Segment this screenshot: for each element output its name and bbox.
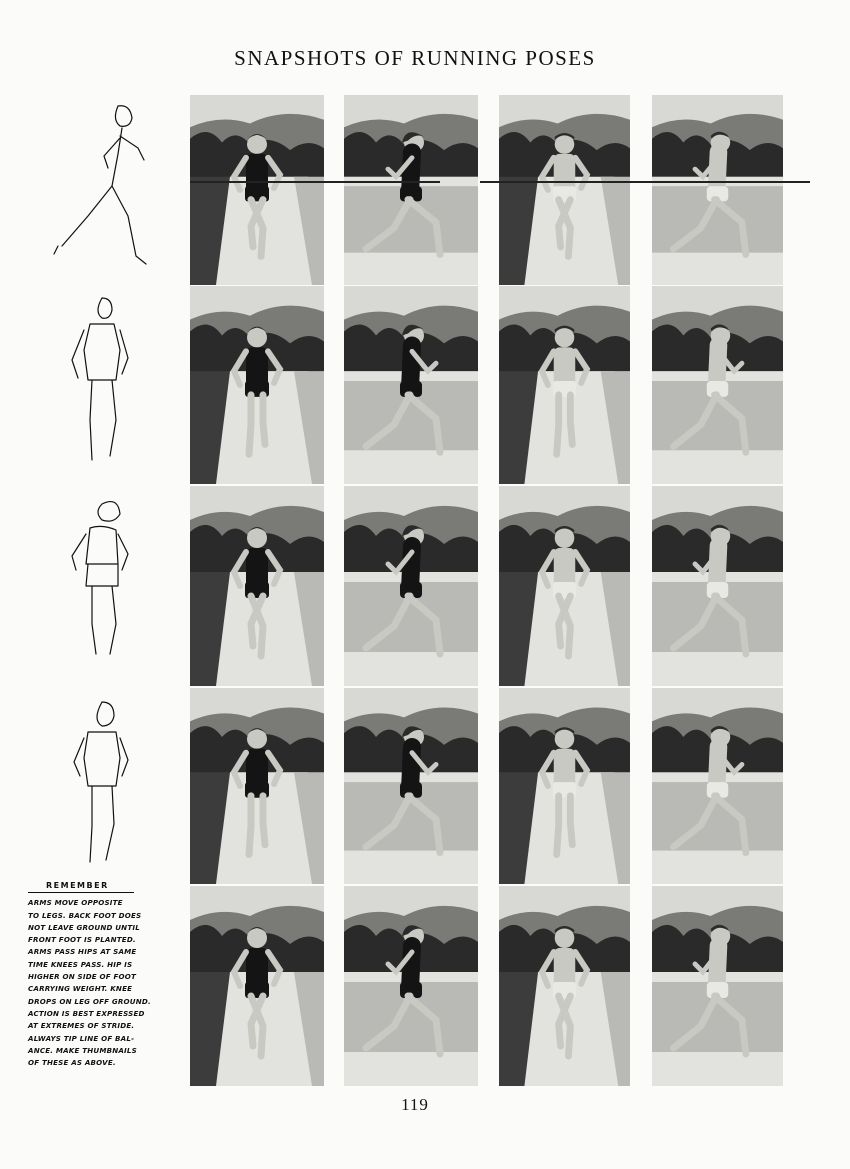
sketch-runner-front-male <box>62 696 142 876</box>
note-line: ANCE. MAKE THUMBNAILS <box>28 1045 137 1055</box>
photo-man-front-1 <box>499 95 630 285</box>
photo-man-side-1 <box>652 95 783 285</box>
photo-woman-front-5 <box>190 886 324 1086</box>
sketch-runner-front <box>62 290 142 470</box>
photo-woman-front-3 <box>190 486 324 686</box>
photo-woman-side-3 <box>344 486 478 686</box>
photo-man-side-4 <box>652 688 783 884</box>
note-line: OF THESE AS ABOVE. <box>28 1058 116 1068</box>
note-line: DROPS ON LEG OFF GROUND. <box>28 996 151 1006</box>
photo-woman-side-4 <box>344 688 478 884</box>
photo-woman-front-1 <box>190 95 324 285</box>
photo-woman-front-4 <box>190 688 324 884</box>
photo-man-side-3 <box>652 486 783 686</box>
cut-line-left <box>190 181 440 183</box>
sketch-runner-side-stride <box>48 96 158 276</box>
photo-man-front-2 <box>499 286 630 484</box>
note-line: TO LEGS. BACK FOOT DOES <box>28 910 142 920</box>
note-line: ALWAYS TIP LINE OF BAL- <box>28 1033 135 1043</box>
photo-woman-side-2 <box>344 286 478 484</box>
sketch-runner-front-female <box>62 494 142 674</box>
note-line: TIME KNEES PASS. HIP IS <box>28 959 133 969</box>
note-line: AT EXTREMES OF STRIDE. <box>28 1021 135 1031</box>
photo-woman-side-5 <box>344 886 478 1086</box>
photo-man-front-5 <box>499 886 630 1086</box>
photo-man-front-4 <box>499 688 630 884</box>
remember-title: REMEMBER <box>28 880 134 893</box>
note-line: NOT LEAVE GROUND UNTIL <box>28 922 140 932</box>
photo-woman-side-1 <box>344 95 478 285</box>
note-line: HIGHER ON SIDE OF FOOT <box>28 972 136 982</box>
note-line: ARMS MOVE OPPOSITE <box>28 898 123 908</box>
page-number: 119 <box>401 1095 429 1114</box>
remember-note <box>28 880 180 1069</box>
note-line: ARMS PASS HIPS AT SAME <box>28 947 137 957</box>
page-title: SNAPSHOTS OF RUNNING POSES <box>234 46 596 70</box>
photo-woman-front-2 <box>190 286 324 484</box>
photo-man-front-3 <box>499 486 630 686</box>
note-line: CARRYING WEIGHT. KNEE <box>28 984 133 994</box>
cut-line-right <box>480 181 810 183</box>
photo-man-side-2 <box>652 286 783 484</box>
note-line: ACTION IS BEST EXPRESSED <box>28 1008 145 1018</box>
note-line: FRONT FOOT IS PLANTED. <box>28 935 136 945</box>
photo-man-side-5 <box>652 886 783 1086</box>
